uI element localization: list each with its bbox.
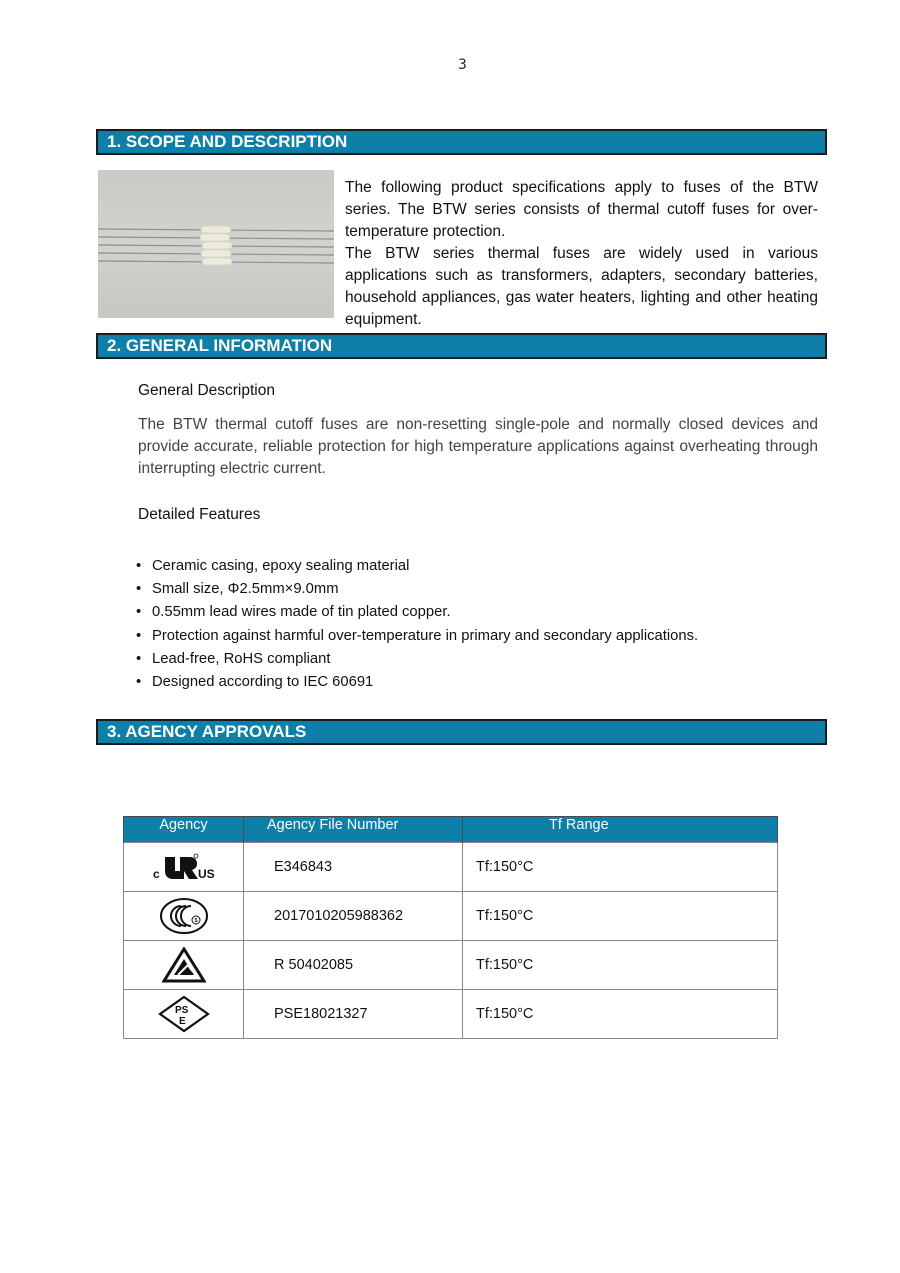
svg-text:S: S	[193, 918, 198, 924]
file-number-cell: 2017010205988362	[244, 892, 463, 941]
feature-list	[136, 555, 698, 694]
column-header-file-number: Agency File Number	[244, 817, 463, 843]
svg-text:E: E	[178, 1016, 186, 1027]
table-row	[124, 941, 778, 990]
scope-paragraph-2: The BTW series thermal fuses are widely used in various applications such as transformers, adapters, secondary batteries, household appliances, gas water heaters, lighting and other heating equipment.	[345, 245, 818, 328]
list-item: • Small size, Φ2.5mm×9.0mm	[136, 578, 698, 601]
list-item: • Ceramic casing, epoxy sealing material	[136, 555, 698, 578]
column-header-agency: Agency	[124, 817, 244, 843]
agency-approvals-table	[123, 816, 778, 1039]
file-number-cell: PSE18021327	[244, 990, 463, 1039]
tf-range-cell: Tf:150°C	[463, 941, 778, 990]
svg-text:c: c	[152, 867, 160, 881]
tf-range-cell: Tf:150°C	[463, 990, 778, 1039]
scope-description	[345, 177, 818, 331]
agency-cell	[124, 843, 244, 892]
list-item: • Lead-free, RoHS compliant	[136, 648, 698, 671]
table-row	[124, 892, 778, 941]
general-description-title: General Description	[138, 382, 275, 399]
list-item: • Designed according to IEC 60691	[136, 671, 698, 694]
general-description-text: The BTW thermal cutoff fuses are non-resetting single-pole and normally closed devices and provide accurate, reliable protection for high temperature applications against overheating through interrupting electric current.	[138, 416, 818, 477]
section-header-approvals: 3. AGENCY APPROVALS	[96, 719, 827, 745]
agency-cell	[124, 990, 244, 1039]
scope-paragraph-1: The following product specifications apply to fuses of the BTW series. The BTW series consists of thermal cutoff fuses for over-temperature protection.	[345, 179, 818, 240]
table-row	[124, 843, 778, 892]
tf-range-cell: Tf:150°C	[463, 843, 778, 892]
thermal-fuse-image	[98, 170, 334, 318]
column-header-tf-range: Tf Range	[463, 817, 778, 843]
tuv-triangle-logo-icon	[162, 947, 206, 983]
tf-range-cell: Tf:150°C	[463, 892, 778, 941]
agency-cell	[124, 892, 244, 941]
svg-text:PS: PS	[174, 1005, 188, 1016]
table-row	[124, 990, 778, 1039]
list-item: • 0.55mm lead wires made of tin plated copper.	[136, 601, 698, 624]
agency-cell	[124, 941, 244, 990]
svg-text:US: US	[197, 867, 215, 881]
file-number-cell: E346843	[244, 843, 463, 892]
file-number-cell: R 50402085	[244, 941, 463, 990]
section-header-general: 2. GENERAL INFORMATION	[96, 333, 827, 359]
table-header-row	[124, 817, 778, 843]
ccc-logo-icon	[159, 897, 209, 935]
detailed-features-title: Detailed Features	[138, 506, 261, 523]
product-photo	[98, 170, 334, 318]
page-number: 3	[458, 57, 467, 73]
list-item: • Protection against harmful over-temperature in primary and secondary applications.	[136, 625, 698, 648]
cul-us-logo-icon	[151, 853, 217, 881]
pse-diamond-logo-icon	[158, 995, 210, 1033]
section-header-scope: 1. SCOPE AND DESCRIPTION	[96, 129, 827, 155]
